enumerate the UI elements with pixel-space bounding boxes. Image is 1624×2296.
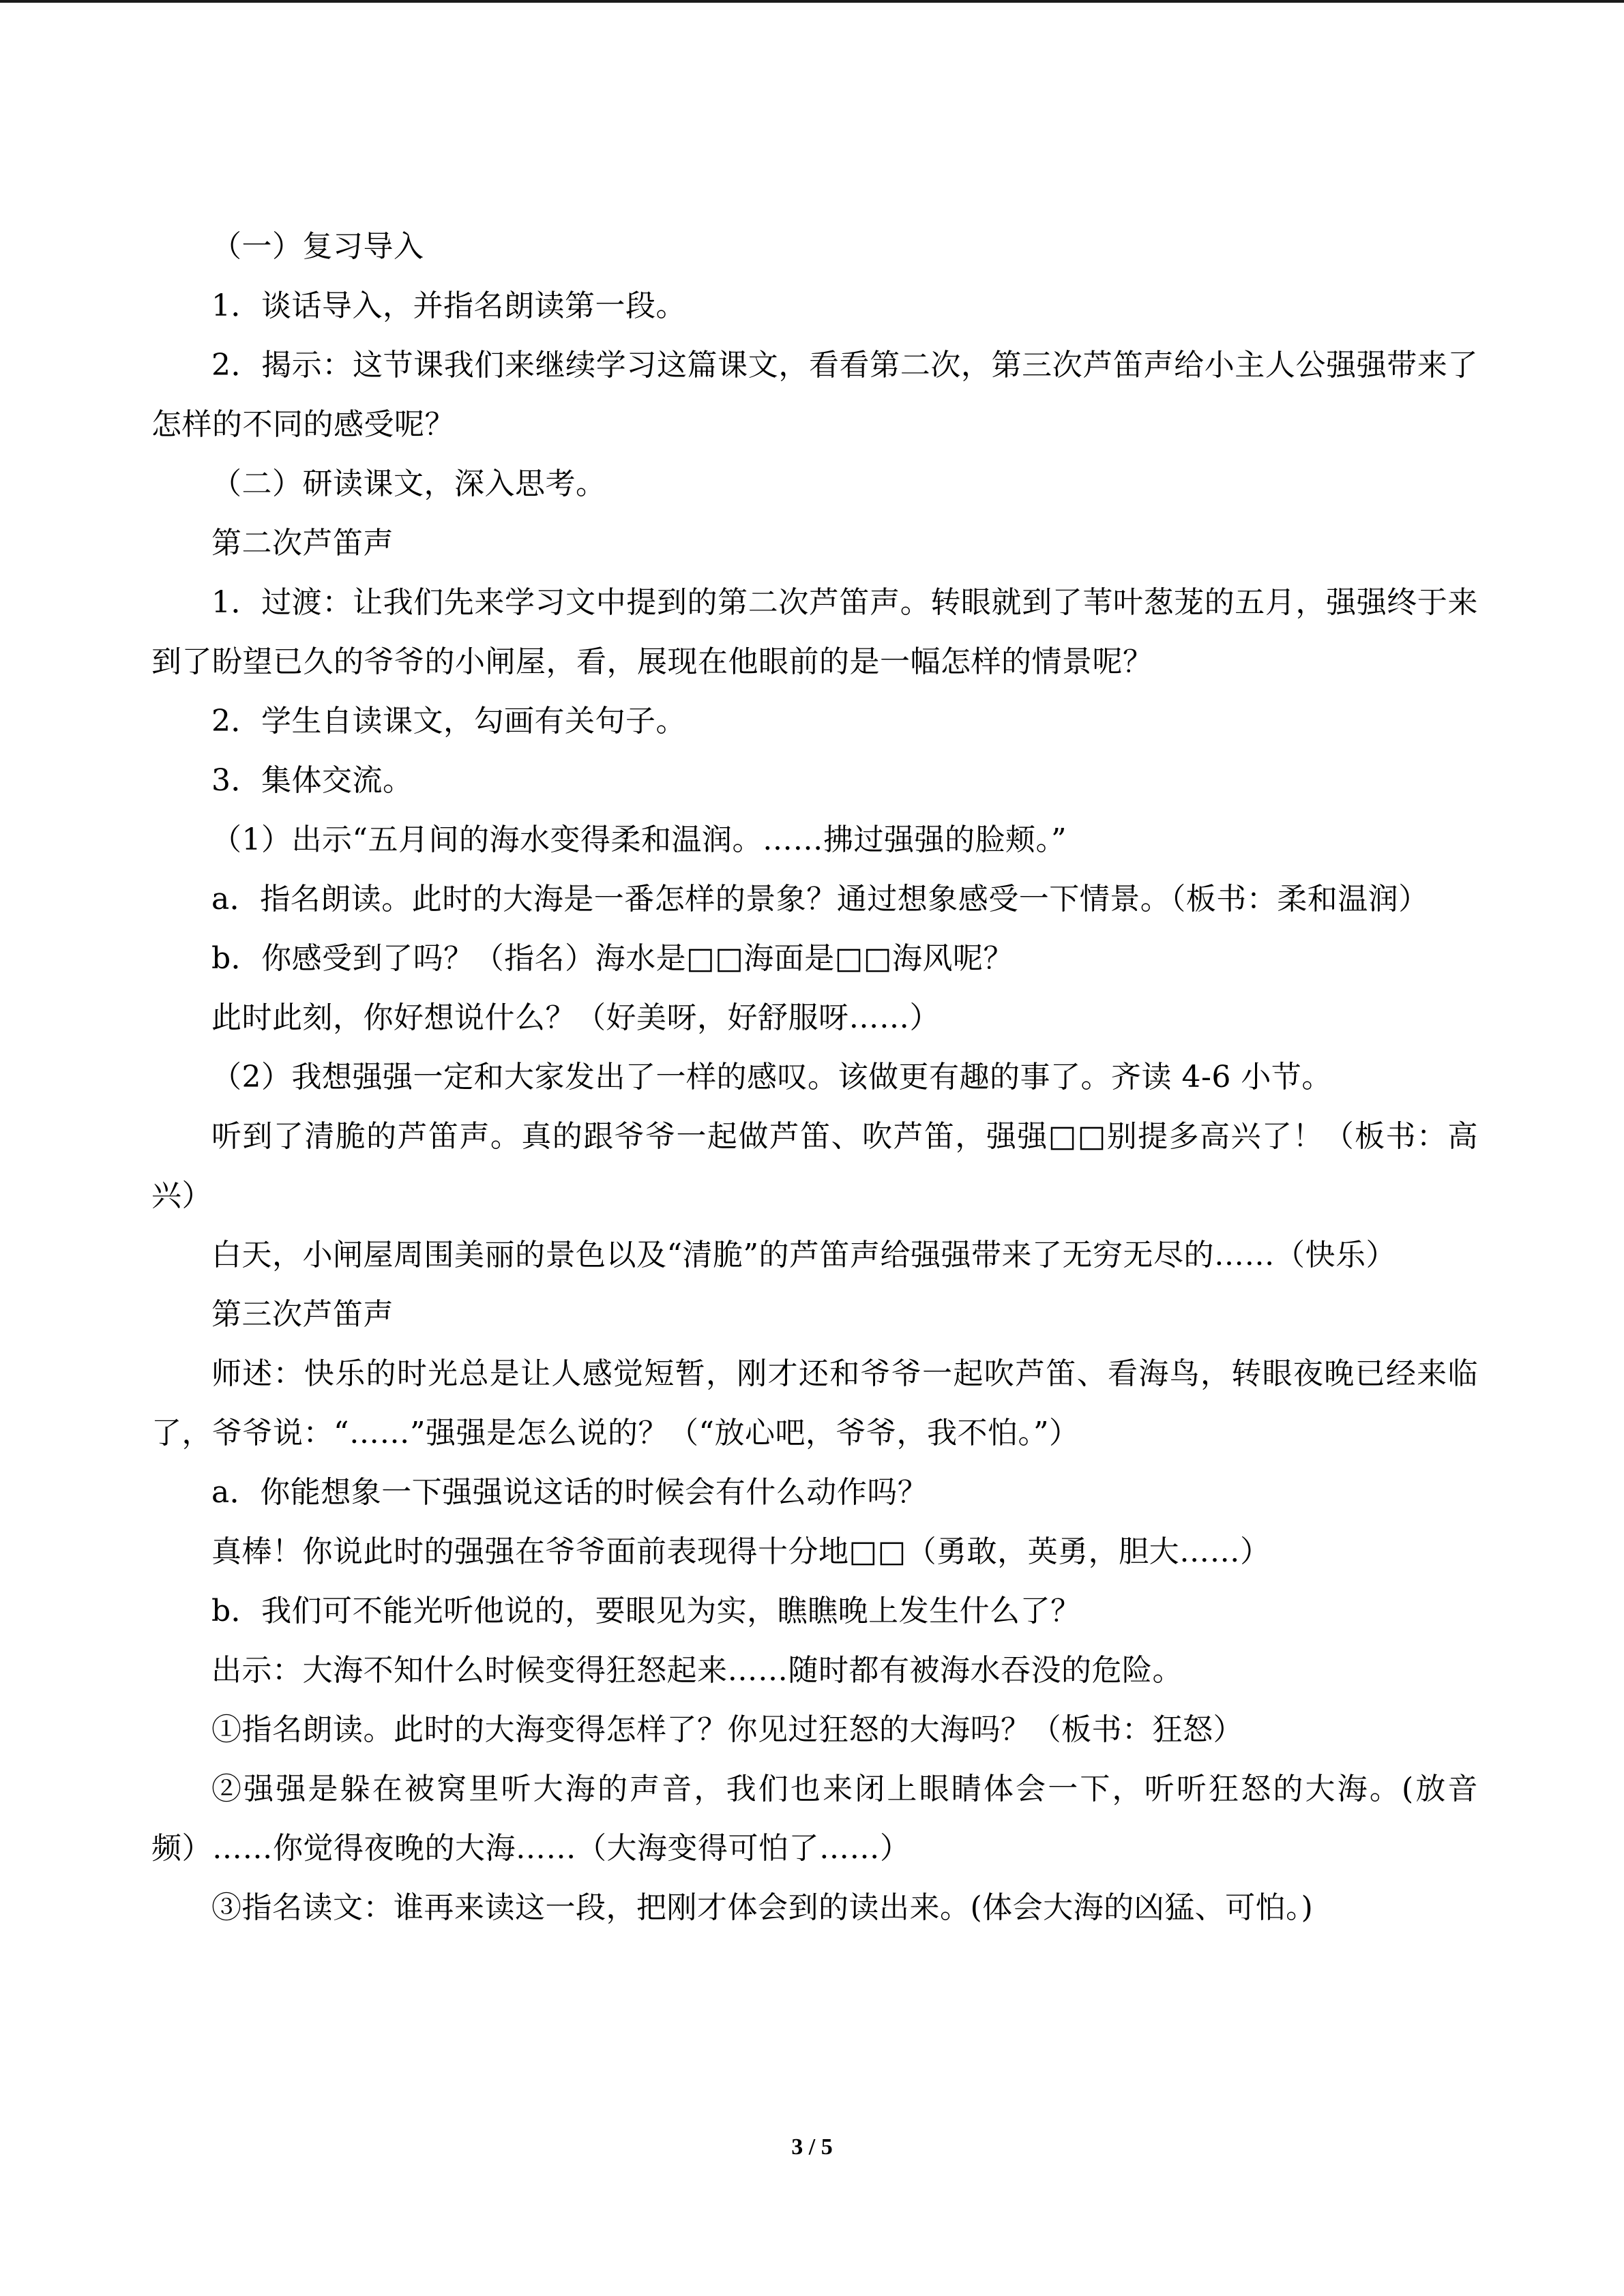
paragraph: （2）我想强强一定和大家发出了一样的感叹。该做更有趣的事了。齐读 4-6 小节。	[211, 1060, 1332, 1094]
paragraph: 此时此刻，你好想说什么？（好美呀，好舒服呀……）	[211, 1000, 940, 1035]
paragraph: 师述：快乐的时光总是让人感觉短暂，刚才还和爷爷一起吹芦笛、看海鸟，转眼夜晚已经来临了，爷爷说：“……”强强是怎么说的？（“放心吧，爷爷，我不怕。”）	[151, 1356, 1478, 1450]
section-heading-review: （一）复习导入	[211, 229, 424, 264]
paragraph: （1）出示“五月间的海水变得柔和温润。……拂过强强的脸颊。”	[211, 822, 1067, 857]
subheading-second-reed-flute: 第二次芦笛声	[211, 526, 394, 561]
paragraph: b．你感受到了吗？（指名）海水是□□海面是□□海风呢？	[211, 941, 1014, 976]
subheading-third-reed-flute: 第三次芦笛声	[211, 1297, 394, 1332]
paragraph: 1．谈话导入，并指名朗读第一段。	[211, 288, 686, 323]
paragraph: ②强强是躲在被窝里听大海的声音，我们也来闭上眼睛体会一下，听听狂怒的大海。(放音频）……你觉得夜晚的大海……（大海变得可怕了……）	[151, 1772, 1478, 1866]
paragraph: 1．过渡：让我们先来学习文中提到的第二次芦笛声。转眼就到了苇叶葱茏的五月，强强终于来到了盼望已久的爷爷的小闸屋，看，展现在他眼前的是一幅怎样的情景呢？	[151, 585, 1478, 679]
paragraph: 听到了清脆的芦笛声。真的跟爷爷一起做芦笛、吹芦笛，强强□□别提多高兴了！（板书：高兴）	[151, 1119, 1478, 1213]
paragraph: a．你能想象一下强强说这话的时候会有什么动作吗？	[211, 1475, 928, 1510]
paragraph: 3．集体交流。	[211, 763, 413, 798]
paragraph: 2．揭示：这节课我们来继续学习这篇课文，看看第二次，第三次芦笛声给小主人公强强带来了怎样的不同的感受呢？	[151, 348, 1478, 442]
page-number: 3 / 5	[791, 2134, 833, 2160]
paragraph: 出示：大海不知什么时候变得狂怒起来……随时都有被海水吞没的危险。	[211, 1653, 1183, 1688]
paragraph: 2．学生自读课文，勾画有关句子。	[211, 704, 686, 739]
section-heading-study: （二）研读课文，深入思考。	[211, 466, 606, 501]
top-border-line	[0, 0, 1624, 3]
paragraph: 白天，小闸屋周围美丽的景色以及“清脆”的芦笛声给强强带来了无穷无尽的……（快乐）	[211, 1238, 1396, 1272]
document-body	[151, 217, 1478, 1937]
paragraph: ③指名读文：谁再来读这一段，把刚才体会到的读出来。(体会大海的凶猛、可怕。)	[211, 1890, 1314, 1925]
paragraph: a．指名朗读。此时的大海是一番怎样的景象？通过想象感受一下情景。（板书：柔和温润）	[211, 882, 1429, 916]
paragraph: b．我们可不能光听他说的，要眼见为实，瞧瞧晚上发生什么了？	[211, 1594, 1081, 1628]
paragraph: 真棒！你说此时的强强在爷爷面前表现得十分地□□（勇敢，英勇，胆大……）	[211, 1534, 1271, 1569]
paragraph: ①指名朗读。此时的大海变得怎样了？你见过狂怒的大海吗？（板书：狂怒）	[211, 1712, 1243, 1747]
